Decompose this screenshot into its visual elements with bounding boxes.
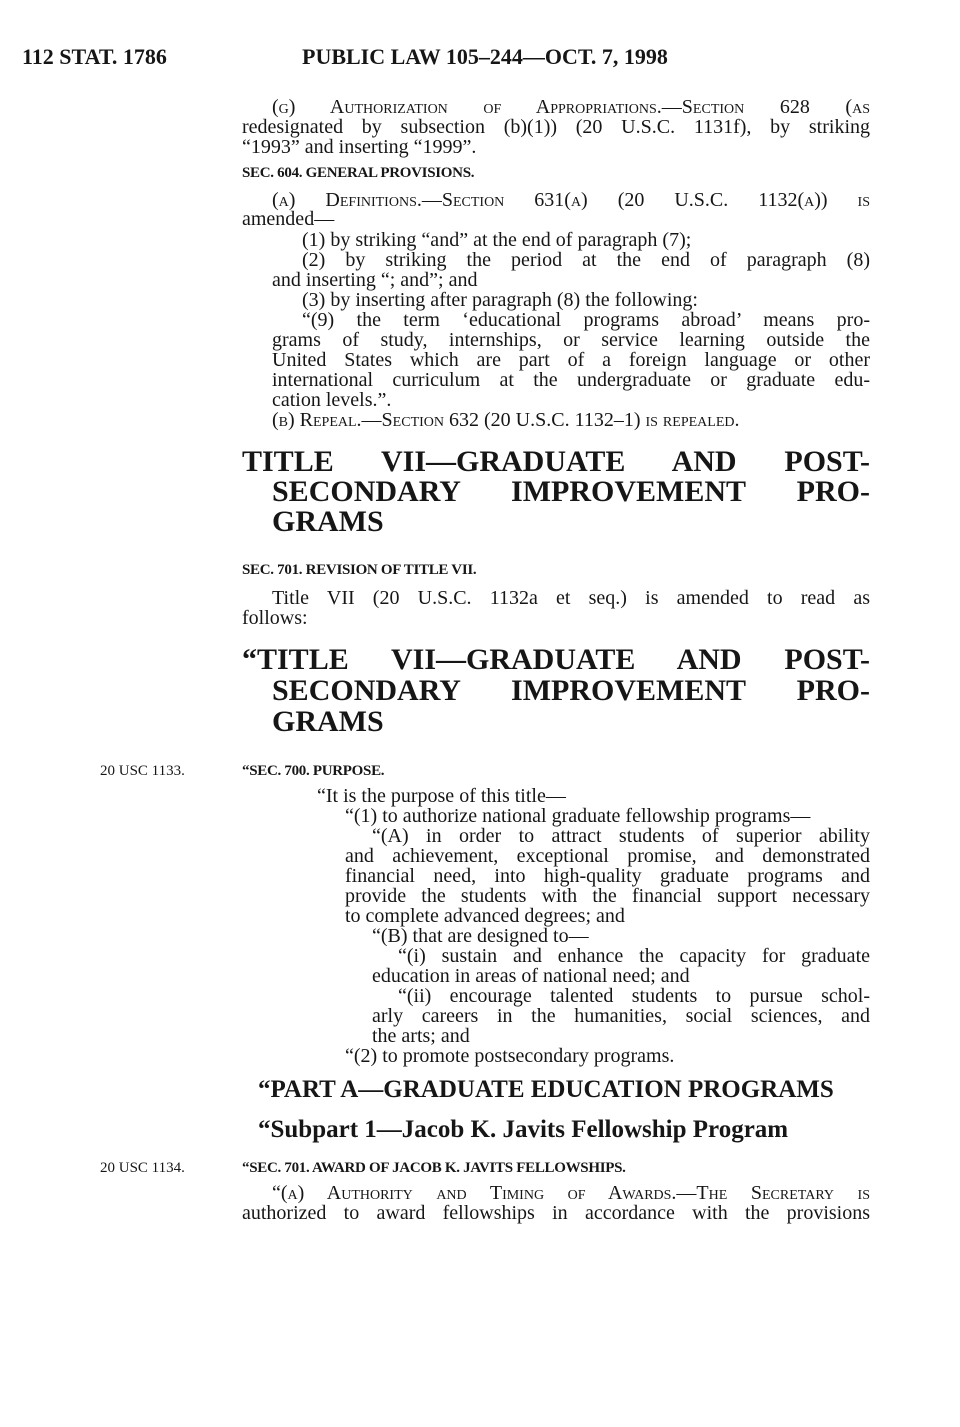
paragraph-line: and achievement, exceptional promise, and demonstrated bbox=[345, 845, 870, 867]
section-heading: “SEC. 700. PURPOSE. bbox=[242, 763, 385, 779]
paragraph-line: redesignated by subsection (b)(1)) (20 U.S.C. 1131f), by striking bbox=[242, 116, 870, 138]
paragraph-line: “(A) in order to attract students of superior ability bbox=[372, 825, 870, 847]
title-heading-line: GRAMS bbox=[272, 505, 384, 538]
title-heading-line: GRAMS bbox=[272, 705, 384, 738]
paragraph-line: provide the students with the financial support necessary bbox=[345, 885, 870, 907]
paragraph-line: “(a) Authority and Timing of Awards.—The Secretary is bbox=[272, 1182, 870, 1204]
paragraph-line: United States which are part of a foreign language or other bbox=[272, 349, 870, 371]
margin-note: 20 USC 1134. bbox=[100, 1160, 185, 1176]
paragraph-line: to complete advanced degrees; and bbox=[345, 905, 625, 927]
paragraph-line: “(9) the term ‘educational programs abroad’ means pro- bbox=[302, 309, 870, 331]
paragraph-line: “(i) sustain and enhance the capacity for graduate bbox=[398, 945, 870, 967]
paragraph-line: and inserting “; and”; and bbox=[272, 269, 478, 291]
paragraph-line: the arts; and bbox=[372, 1025, 470, 1047]
paragraph-line: Title VII (20 U.S.C. 1132a et seq.) is amended to read as bbox=[272, 587, 870, 609]
subpart-heading: “Subpart 1—Jacob K. Javits Fellowship Program bbox=[258, 1116, 789, 1143]
paragraph-line: amended— bbox=[242, 208, 335, 230]
paragraph-line: cation levels.”. bbox=[272, 389, 392, 411]
paragraph-line: education in areas of national need; and bbox=[372, 965, 690, 987]
paragraph-line: grams of study, internships, or service learning outside the bbox=[272, 329, 870, 351]
paragraph-line: (g) Authorization of Appropriations.—Section 628 (as bbox=[272, 96, 870, 118]
paragraph-line: financial need, into high-quality graduate programs and bbox=[345, 865, 870, 887]
paragraph-line: “(1) to authorize national graduate fellowship programs— bbox=[345, 805, 811, 827]
title-heading-line: SECONDARY IMPROVEMENT PRO- bbox=[272, 674, 870, 707]
section-heading: “SEC. 701. AWARD OF JACOB K. JAVITS FELLOWSHIPS. bbox=[242, 1160, 626, 1176]
paragraph-line: “(2) to promote postsecondary programs. bbox=[345, 1045, 675, 1067]
section-heading: SEC. 604. GENERAL PROVISIONS. bbox=[242, 165, 475, 181]
paragraph-line: (2) by striking the period at the end of paragraph (8) bbox=[302, 249, 870, 271]
paragraph-line: (a) Definitions.—Section 631(a) (20 U.S.C. 1132(a)) is bbox=[272, 189, 870, 211]
paragraph-line: (b) Repeal.—Section 632 (20 U.S.C. 1132–1) is repealed. bbox=[272, 409, 740, 431]
running-header: PUBLIC LAW 105–244—OCT. 7, 1998 bbox=[302, 44, 668, 69]
section-heading: SEC. 701. REVISION OF TITLE VII. bbox=[242, 562, 477, 578]
margin-note: 20 USC 1133. bbox=[100, 763, 185, 779]
paragraph-line: “(B) that are designed to— bbox=[372, 925, 589, 947]
paragraph-line: (3) by inserting after paragraph (8) the following: bbox=[302, 289, 698, 311]
paragraph-line: arly careers in the humanities, social sciences, and bbox=[372, 1005, 870, 1027]
paragraph-line: follows: bbox=[242, 607, 308, 629]
title-heading-line: SECONDARY IMPROVEMENT PRO- bbox=[272, 475, 870, 508]
paragraph-line: “1993” and inserting “1999”. bbox=[242, 136, 477, 158]
paragraph-line: “(ii) encourage talented students to pursue schol- bbox=[398, 985, 870, 1007]
paragraph-line: authorized to award fellowships in accordance with the provisions bbox=[242, 1202, 870, 1224]
part-heading: “PART A—GRADUATE EDUCATION PROGRAMS bbox=[258, 1076, 834, 1103]
title-heading-line: TITLE VII—GRADUATE AND POST- bbox=[242, 445, 870, 478]
page-stat-number: 112 STAT. 1786 bbox=[22, 44, 167, 69]
paragraph-line: (1) by striking “and” at the end of paragraph (7); bbox=[302, 229, 692, 251]
paragraph-line: “It is the purpose of this title— bbox=[317, 785, 566, 807]
paragraph-line: international curriculum at the undergraduate or graduate edu- bbox=[272, 369, 870, 391]
title-heading-line: “TITLE VII—GRADUATE AND POST- bbox=[242, 643, 870, 676]
